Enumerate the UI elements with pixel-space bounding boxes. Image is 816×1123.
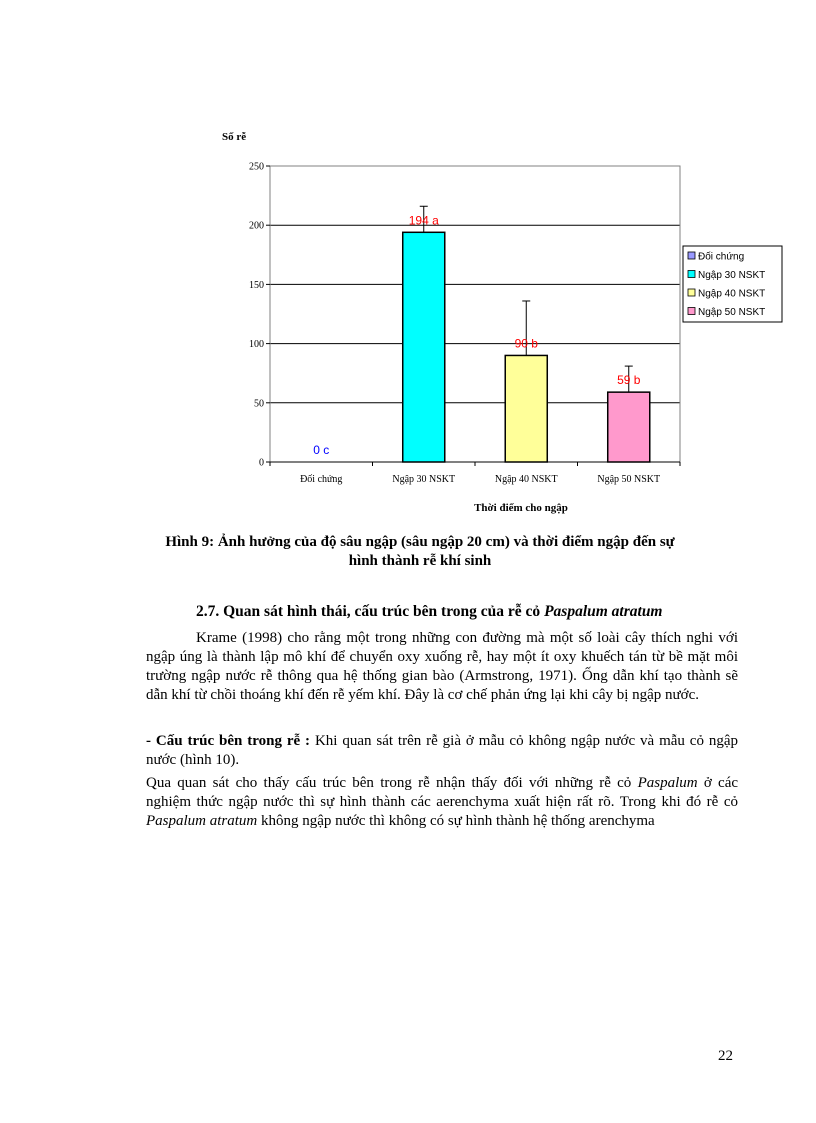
legend-swatch bbox=[688, 271, 695, 278]
bar bbox=[608, 392, 650, 462]
data-label: 59 b bbox=[617, 373, 641, 388]
legend-swatch bbox=[688, 252, 695, 259]
y-tick-label: 100 bbox=[249, 339, 264, 351]
legend-swatch bbox=[688, 289, 695, 296]
y-axis-title: Số rễ bbox=[222, 131, 247, 143]
legend-label: Ngập 50 NSKT bbox=[698, 307, 766, 318]
y-tick-label: 250 bbox=[249, 161, 264, 173]
x-tick-label: Ngập 30 NSKT bbox=[392, 474, 456, 485]
legend-label: Ngập 40 NSKT bbox=[698, 288, 766, 300]
heading-text: 2.7. Quan sát hình thái, cấu trúc bên trong của rễ cỏ bbox=[196, 603, 545, 620]
root-count-chart bbox=[0, 0, 816, 530]
page-number: 22 bbox=[718, 1048, 733, 1064]
paragraph-3-text-a: Qua quan sát cho thấy cấu trúc bên trong rễ nhận thấy đối với những rễ cỏ bbox=[146, 775, 638, 791]
x-axis-ticks bbox=[270, 462, 680, 485]
section-heading bbox=[196, 603, 663, 621]
paragraph-3-italic-1: Paspalum bbox=[637, 775, 698, 791]
x-axis-title: Thời điểm cho ngập bbox=[474, 502, 568, 514]
paragraph-1 bbox=[146, 629, 738, 705]
data-labels bbox=[313, 213, 641, 457]
data-label: 90 b bbox=[514, 336, 538, 351]
y-axis-ticks bbox=[249, 162, 270, 469]
y-tick-label: 200 bbox=[249, 220, 264, 232]
paragraph-3-text-b: ở các nghiệm thức ngập nước thì sự hình thành các aerenchyma xuất hiện rất rõ. Trong khi đó rễ cỏ bbox=[146, 775, 739, 810]
legend-label: Ngập 30 NSKT bbox=[698, 270, 766, 281]
paragraph-3-text-c: không ngập nước thì không có sự hình thành hệ thống arenchyma bbox=[257, 813, 655, 829]
legend-swatch bbox=[688, 308, 695, 315]
x-tick-label: Đối chứng bbox=[300, 474, 343, 485]
paragraph-3 bbox=[146, 774, 738, 831]
y-tick-label: 50 bbox=[254, 398, 264, 410]
caption-line-1: Hình 9: Ảnh hưởng của độ sâu ngập (sâu ngập 20 cm) và thời điểm ngập đến sự bbox=[165, 534, 675, 550]
chart-legend bbox=[683, 246, 782, 322]
legend-label: Đối chứng bbox=[698, 251, 745, 263]
paragraph-3-italic-2: Paspalum atratum bbox=[146, 813, 258, 829]
figure-caption bbox=[130, 533, 710, 571]
x-tick-label: Ngập 40 NSKT bbox=[494, 474, 558, 485]
paragraph-2-text: Khi quan sát trên rễ già ở mẫu cỏ không ngập nước và mẫu cỏ ngập nước (hình 10). bbox=[146, 733, 738, 768]
heading-species: Paspalum atratum bbox=[544, 603, 663, 620]
caption-line-2: hình thành rễ khí sinh bbox=[348, 553, 492, 569]
y-tick-label: 0 bbox=[259, 457, 264, 469]
paragraph-2-lead: - Cấu trúc bên trong rễ : bbox=[146, 733, 315, 749]
paragraph-2 bbox=[146, 732, 738, 770]
y-tick-label: 150 bbox=[249, 279, 264, 291]
bar bbox=[505, 355, 547, 462]
data-label: 194 a bbox=[408, 213, 439, 228]
data-label: 0 c bbox=[313, 443, 330, 457]
x-tick-label: Ngập 50 NSKT bbox=[597, 474, 661, 485]
bar bbox=[403, 232, 445, 462]
paragraph-1-text: Krame (1998) cho rằng một trong những con đường mà một số loài cây thích nghi với ngập úng là thành lập mô khí để chuyển oxy xuống rễ, hay một ít oxy khuếch tán từ bề mặt môi trường ngập nước rễ thông qua hệ thống gian bào (Armstrong, 1971). Ống dẫn khí tạo thành sẽ dẫn khí từ chồi thoáng khí đến rễ yếm khí. Đây là cơ chế phản ứng lại khi cây bị ngập nước. bbox=[146, 630, 738, 703]
